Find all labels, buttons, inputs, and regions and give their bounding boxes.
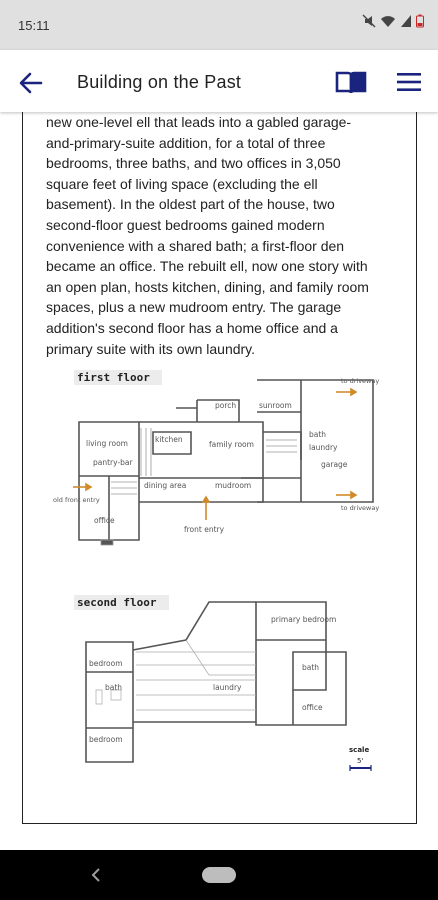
wifi-icon: [380, 14, 396, 28]
system-nav-bar: [0, 850, 438, 900]
office-label: office: [94, 516, 115, 525]
sunroom-label: sunroom: [259, 401, 292, 410]
first-floor-plan: [53, 370, 379, 545]
back-arrow-icon[interactable]: [17, 69, 45, 97]
second-floor-plan: [74, 595, 371, 771]
office-label: office: [302, 703, 323, 712]
pantry-bar-label: pantry-bar: [93, 458, 133, 467]
article-page: [22, 112, 417, 824]
porch-label: porch: [215, 401, 237, 410]
status-bar: [0, 0, 438, 50]
article-line: bedrooms, three baths, and two offices in 3,050: [46, 155, 341, 172]
front-entry-label: front entry: [184, 525, 225, 534]
article-line: second-floor guest bedrooms gained modern: [46, 216, 325, 233]
dining-area-label: dining area: [144, 481, 187, 490]
status-time: 15:11: [18, 18, 50, 33]
battery-icon: [416, 14, 424, 28]
bath-left-label: bath: [105, 683, 123, 692]
scale-value: 5': [357, 757, 364, 765]
laundry-label: laundry: [309, 443, 338, 452]
article-line: addition's second floor has a home office and a: [46, 319, 338, 336]
nav-home-pill[interactable]: [202, 867, 236, 883]
laundry-label: laundry: [213, 683, 242, 692]
family-room-label: family room: [209, 440, 254, 449]
article-line: and-primary-suite addition, for a total of three: [46, 134, 326, 151]
kitchen-label: kitchen: [155, 435, 183, 444]
article-line: convenience with a shared bath; a first-floor den: [46, 237, 345, 254]
article-line: new one-level ell that leads into a gabled garage-: [46, 114, 352, 130]
status-icons: [362, 14, 424, 28]
old-front-entry-label: old front entry: [53, 496, 100, 504]
living-room-label: living room: [86, 439, 128, 448]
article-line: primary suite with its own laundry.: [46, 340, 256, 357]
page-title: Building on the Past: [77, 72, 242, 92]
signal-icon: [400, 14, 412, 28]
to-driveway-top-label: to driveway: [341, 377, 380, 385]
article-line: square feet of living space (excluding the ell: [46, 175, 318, 192]
first-floor-heading: first floor: [77, 371, 150, 384]
article-line: spaces, plus a new mudroom entry. The garage: [46, 299, 342, 316]
scale-label: scale: [349, 746, 370, 754]
article-line: became an office. The rebuilt ell, now one story with: [46, 258, 368, 275]
scale-bar: [349, 746, 371, 771]
nav-back-icon[interactable]: [86, 863, 106, 887]
mudroom-label: mudroom: [215, 481, 252, 490]
menu-icon[interactable]: [396, 70, 422, 94]
book-icon[interactable]: [335, 70, 367, 96]
article-line: an open plan, hosts kitchen, dining, and family room: [46, 278, 369, 295]
bedroom-top-label: bedroom: [89, 659, 123, 668]
bedroom-bottom-label: bedroom: [89, 735, 123, 744]
bath-label: bath: [309, 430, 327, 439]
garage-label: garage: [321, 460, 348, 469]
app-bar: [0, 50, 438, 112]
mute-icon: [362, 14, 376, 28]
article-line: basement). In the oldest part of the house, two: [46, 196, 335, 213]
primary-bedroom-label: primary bedroom: [271, 615, 337, 624]
second-floor-heading: second floor: [77, 596, 157, 609]
to-driveway-bottom-label: to driveway: [341, 504, 380, 512]
bath-right-label: bath: [302, 663, 320, 672]
floor-plans: [23, 112, 418, 824]
